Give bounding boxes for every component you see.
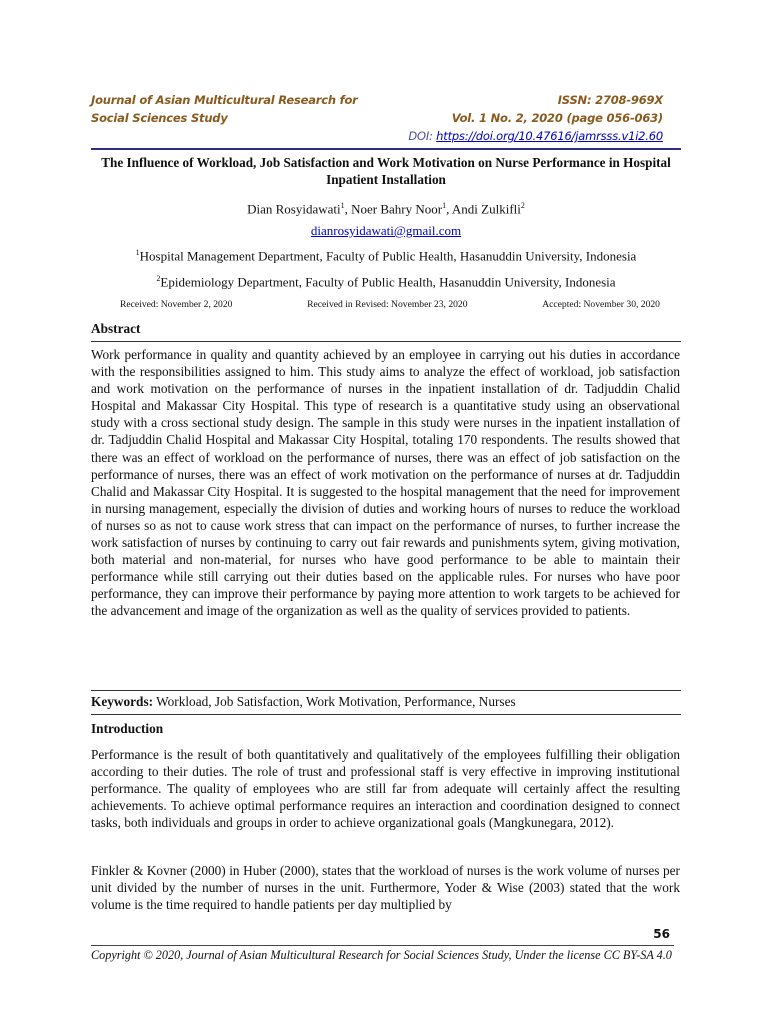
header-divider <box>91 148 681 150</box>
introduction-paragraph-2: Finkler & Kovner (2000) in Huber (2000), states that the workload of nurses is the work volume of nurses per unit divided by the number of nurses in the unit. Furthermore, Yoder & Wise (2003) stated that the work volume is the time required to handle patients per day multiplied by <box>91 863 680 913</box>
abstract-text: Work performance in quality and quantity achieved by an employee in carrying out his duties in accordance with the responsibilities assigned to him. This study aims to analyze the effect of workload, job satisfaction and work motivation on the performance of nurses in the inpatient installation of dr. Tadjuddin Chalid Hospital and Makassar City Hospital. This type of research is a quantitative study using an observational study with a cross sectional study design. The sample in this study were nurses in the inpatient installation of dr. Tadjuddin Chalid Hospital and Makassar City Hospital, totaling 170 respondents. The results showed that there was an effect of workload on the performance of nurses, there was an effect of job satisfaction on the performance of nurses, there was an effect of work motivation on the performance of nurses at dr. Tadjuddin Chalid and Makassar City Hospital. It is suggested to the hospital management that the need for improvement in nursing management, especially the division of duties and working hours of nurses to reduce the workload of nurses so as not to cause work stress that can impact on the performance of nurses, to further increase the work satisfaction of nurses by continuing to carry out fair rewards and punishments sytem, giving motivation, both material and non-material, for nurses who have good performance to be able to maintain their performance while still carrying out their duties based on the applicable rules. For nurses who have poor performance, they can improve their performance by paying more attention to work targets to be achieved for the advancement and image of the organization as well as the quality of services provided to patients. <box>91 347 680 619</box>
abstract-divider <box>91 341 681 342</box>
doi-link[interactable]: https://doi.org/10.47616/jamrsss.v1i2.60 <box>436 129 663 143</box>
keywords-top-divider <box>91 690 681 691</box>
issn: ISSN: 2708-969X <box>557 93 663 107</box>
journal-name-line1: Journal of Asian Multicultural Research for <box>91 93 358 107</box>
doi-line <box>91 127 675 145</box>
email-line <box>91 223 681 239</box>
introduction-heading: Introduction <box>91 721 164 736</box>
author-list: Dian Rosyidawati$^1$, Noer Bahry Noor$^1$, Andi Zulkifli$^2$ <box>247 201 525 217</box>
author-affil-mark: 2 <box>520 201 525 210</box>
author-name: Dian Rosyidawati <box>247 201 341 217</box>
affiliation-1 <box>91 248 681 264</box>
abstract-heading: Abstract <box>91 321 141 336</box>
volume-info: Vol. 1 No. 2, 2020 (page 056-063) <box>451 111 663 125</box>
author-email-link[interactable]: dianrosyidawati@gmail.com <box>310 223 462 238</box>
affiliation-mark: 2 <box>156 274 161 283</box>
introduction-paragraph-1: Performance is the result of both quantitatively and qualitatively of the employees fulfilling their obligation according to their duties. The role of trust and professional staff is very effective in improving institutional performance. The quality of employees who are still far from adequate will certainly affect the resulting achievements. To achieve optimal performance requires an interaction and coordination designed to connect tasks, both individuals and groups in order to achieve organizational goals (Mangkunegara, 2012). <box>91 747 680 831</box>
doi-label: DOI: <box>408 129 437 143</box>
keywords-bottom-divider <box>91 714 681 715</box>
author-affil-mark: 1 <box>340 201 345 210</box>
paper-title: The Influence of Workload, Job Satisfaction and Work Motivation on Nurse Performance in Hospital Inpatient Installation <box>101 155 671 187</box>
copyright-footer: Copyright © 2020, Journal of Asian Multicultural Research for Social Sciences Study, Under the license CC BY-SA 4.0 <box>91 948 672 962</box>
author-name: Noer Bahry Noor <box>351 201 443 217</box>
author-name: Andi Zulkifli <box>451 201 521 217</box>
keywords-label: Keywords: <box>91 694 154 709</box>
accepted-date: Accepted: November 30, 2020 <box>542 299 660 310</box>
keywords-line <box>91 694 681 710</box>
keywords-text: Workload, Job Satisfaction, Work Motivation, Performance, Nurses <box>156 694 516 709</box>
page-number: 56 <box>653 927 670 941</box>
submission-dates <box>120 299 660 310</box>
received-date: Received: November 2, 2020 <box>120 299 233 310</box>
revised-date: Received in Revised: November 23, 2020 <box>307 299 468 310</box>
journal-header <box>91 91 675 145</box>
footer-divider <box>91 945 674 946</box>
journal-name-line2: Social Sciences Study <box>91 111 228 125</box>
affiliation-text: Epidemiology Department, Faculty of Public Health, Hasanuddin University, Indonesia <box>160 274 616 290</box>
affiliation-mark: 1 <box>135 248 140 257</box>
affiliation-text: Hospital Management Department, Faculty of Public Health, Hasanuddin University, Indonesia <box>139 248 637 264</box>
author-affil-mark: 1 <box>442 201 447 210</box>
affiliation-2 <box>91 274 681 290</box>
